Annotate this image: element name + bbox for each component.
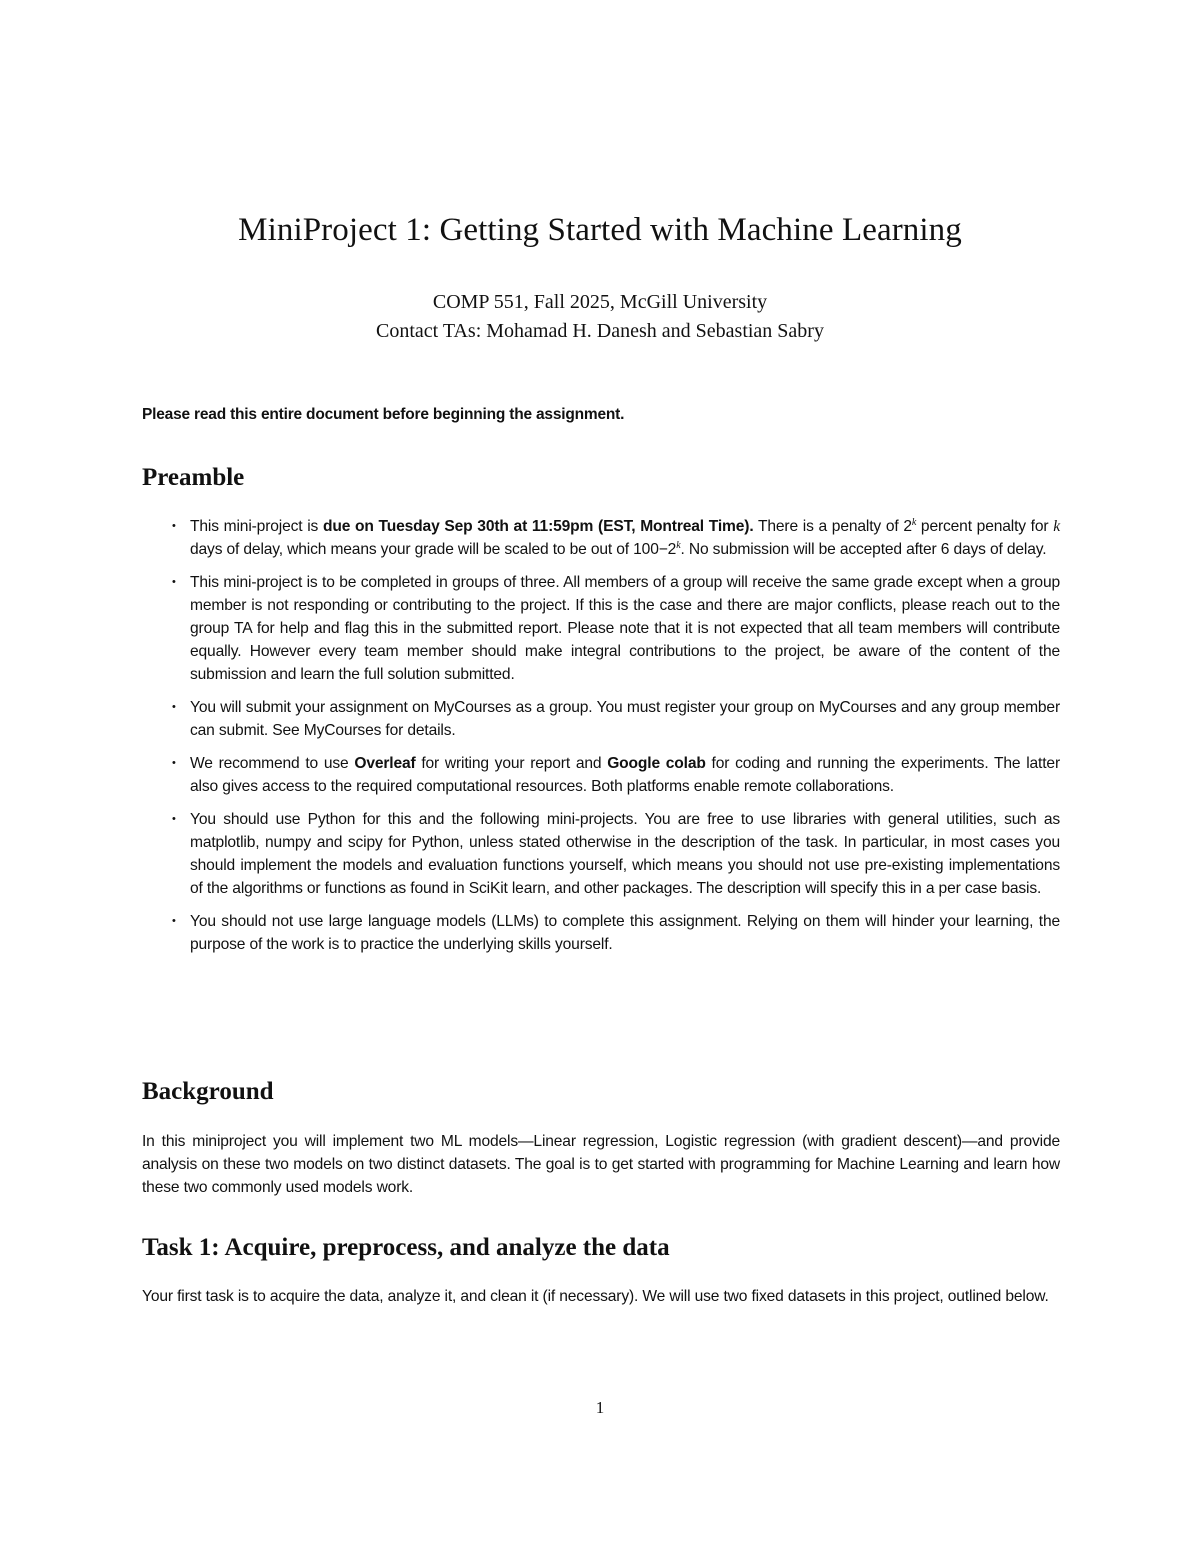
task1-heading: Task 1: Acquire, preprocess, and analyze the data (142, 1234, 670, 1261)
background-paragraph: In this miniproject you will implement two ML models—Linear regression, Logistic regression (with gradient descent)—and provide analysis on these two models on two distinct datasets. The goal is to get started with programming for Machine Learning and learn how these two commonly used models work. (142, 1133, 1060, 1196)
list-item: • You should use Python for this and the following mini-projects. You are free to use libraries with general utilities, such as matplotlib, numpy and scipy for Python, unless stated otherwise in the description of the task. In particular, in most cases you should implement the models and evaluation functions yourself, which means you should not use pre-existing implementations of the algorithms or functions as found in SciKit learn, and other packages. The description will specify this in a per case basis. (172, 808, 1060, 900)
page-number: 1 (595, 1398, 605, 1417)
google-colab-term: Google colab (607, 755, 706, 772)
read-note: Please read this entire document before beginning the assignment. (142, 406, 625, 423)
list-item: • You should not use large language models (LLMs) to complete this assignment. Relying on them will hinder your learning, the purpose of the work is to practice the underlying skills yourself. (172, 910, 1060, 956)
bullet-icon: • (172, 520, 176, 532)
due-date: due on Tuesday Sep 30th at 11:59pm (EST, Montreal Time). (322, 518, 754, 535)
preamble-list (172, 515, 1060, 966)
contact-tas-line: Contact TAs: Mohamad H. Danesh and Sebastian Sabry (376, 320, 824, 342)
bullet-icon: • (172, 757, 176, 769)
bullet-icon: • (172, 813, 176, 825)
list-item: • You will submit your assignment on MyCourses as a group. You must register your group on MyCourses and any group member can submit. See MyCourses for details. (172, 696, 1060, 742)
preamble-heading: Preamble (142, 464, 245, 491)
bullet-icon: • (172, 701, 176, 713)
document-title: MiniProject 1: Getting Started with Machine Learning (238, 212, 962, 248)
course-line: COMP 551, Fall 2025, McGill University (432, 291, 768, 313)
task1-paragraph: Your first task is to acquire the data, analyze it, and clean it (if necessary). We will use two fixed datasets in this project, outlined below. (142, 1288, 1049, 1305)
list-item: • We recommend to use Overleaf for writing your report and Google colab for coding and running the experiments. The latter also gives access to the required computational resources. Both platforms enable remote collaborations. (172, 752, 1060, 798)
background-heading: Background (142, 1078, 274, 1105)
bullet-icon: • (172, 915, 176, 927)
bullet-icon: • (172, 576, 176, 588)
overleaf-term: Overleaf (354, 755, 416, 772)
list-item: • This mini-project is due on Tuesday Sep 30th at 11:59pm (EST, Montreal Time). There is a penalty of 2$^k$ percent penalty for k days of delay, which means your grade will be scaled to be out of $100-2^k$. No submission will be accepted after 6 days of delay. (172, 516, 1060, 558)
list-item: • This mini-project is to be completed in groups of three. All members of a group will receive the same grade except when a group member is not responding or contributing to the project. If this is the case and there are major conflicts, please reach out to the group TA for help and flag this in the submitted report. Please note that it is not expected that all team members will contribute equally. However every team member should make integral contributions to the project, be aware of the content of the submission and learn the full solution submitted. (172, 571, 1060, 686)
